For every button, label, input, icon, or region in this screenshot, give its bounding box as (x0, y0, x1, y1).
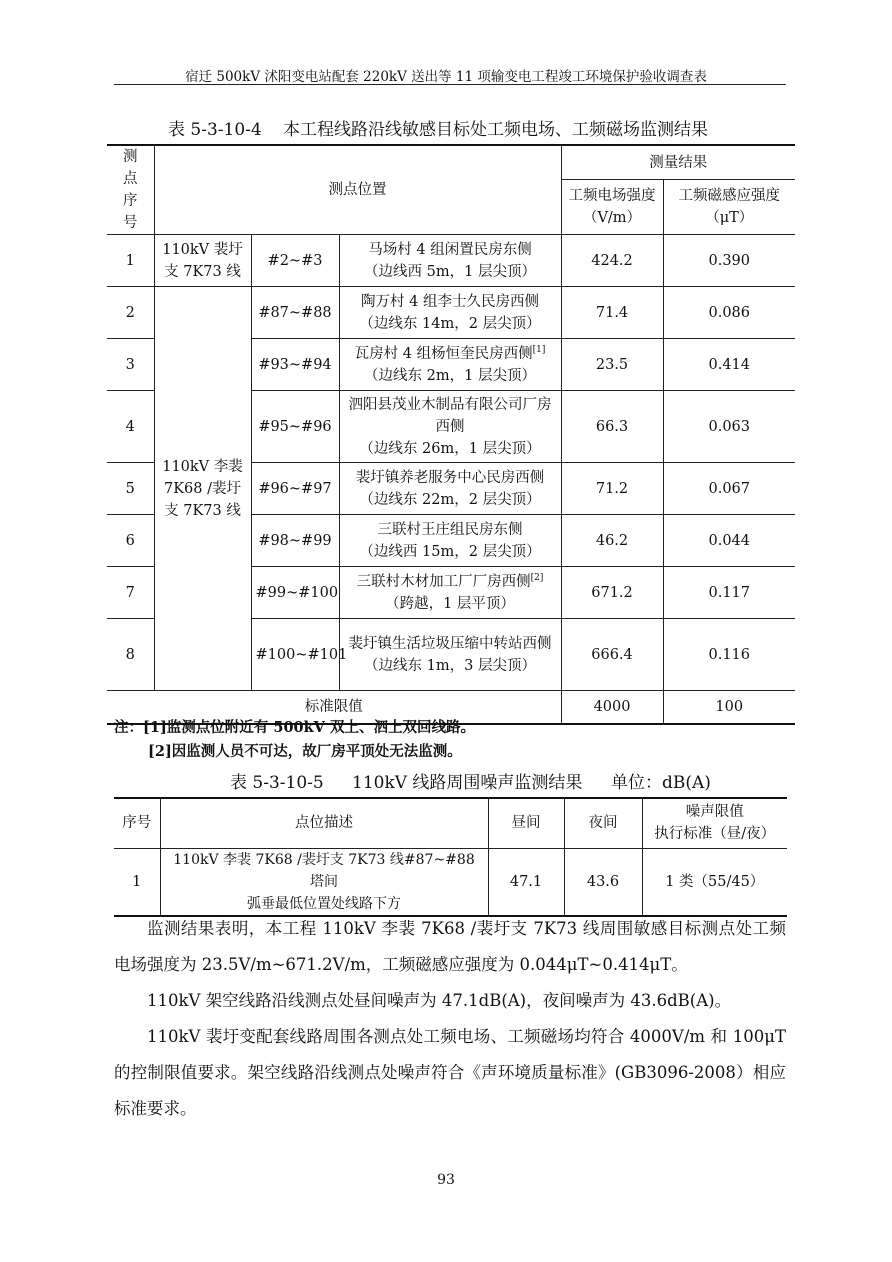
line-name: 110kV 裴圩支 7K73 线 (154, 235, 251, 287)
header-b-field: 工频磁感应强度 （μT） (663, 180, 795, 235)
header-desc: 点位描述 (160, 798, 488, 848)
table1-caption-number: 表 5-3-10-4 (168, 120, 262, 140)
header-e-field: 工频电场强度 （V/m） (561, 180, 663, 235)
table-row: 8 #100~#101 裴圩镇生活垃圾压缩中转站西侧 （边线东 1m，3 层尖顶） 666.4 0.116 (107, 619, 795, 691)
table-row: 6 #98~#99 三联村王庄组民房东侧 （边线西 15m，2 层尖顶） 46.2 0.044 (107, 515, 795, 567)
note-1: 注：[1]监测点位附近有 500kV 双上、泗上双回线路。 (114, 719, 475, 736)
table-row: 5 #96~#97 裴圩镇养老服务中心民房西侧 （边线东 22m，2 层尖顶） 71.2 0.067 (107, 463, 795, 515)
paragraph-3: 110kV 裴圩变配套线路周围各测点处工频电场、工频磁场均符合 4000V/m 和 100μT 的控制限值要求。架空线路沿线测点处噪声符合《声环境质量标准》(GB3096-2008）相应标准要求。 (114, 1027, 786, 1118)
line-name: 110kV 李裴 7K68 /裴圩支 7K73 线 (154, 287, 251, 691)
table-row: 7 #99~#100 三联村木材加工厂厂房西侧[2] （跨越，1 层平顶） 671.2 0.117 (107, 567, 795, 619)
table2-caption-title: 110kV 线路周围噪声监测结果 (352, 773, 583, 793)
page-header: 宿迁 500kV 沭阳变电站配套 220kV 送出等 11 项输变电工程竣工环境保护验收调查表 (185, 69, 707, 85)
header-result: 测量结果 (561, 145, 795, 180)
table2-caption-number: 表 5-3-10-5 (230, 773, 324, 793)
table-row: 2 110kV 李裴 7K68 /裴圩支 7K73 线 #87~#88 陶万村 4 组李士久民房西侧 （边线东 14m，2 层尖顶） 71.4 0.086 (107, 287, 795, 339)
header-rule (114, 84, 786, 85)
page-number: 93 (437, 1172, 455, 1188)
header-seq: 测点序号 (107, 145, 154, 235)
table-row: 4 #95~#96 泗阳县茂业木制品有限公司厂房西侧 （边线东 26m，1 层尖顶） 66.3 0.063 (107, 391, 795, 463)
footnote-ref: [2] (530, 572, 544, 583)
table-row: 3 #93~#94 瓦房村 4 组杨恒奎民房西侧[1] （边线东 2m，1 层尖顶） 23.5 0.414 (107, 339, 795, 391)
footnote-ref: [1] (532, 344, 546, 355)
emf-results-table (107, 144, 795, 725)
header-day: 昼间 (488, 798, 564, 848)
note-2: [2]因监测人员不可达，故厂房平顶处无法监测。 (148, 743, 462, 760)
header-seq: 序号 (114, 798, 160, 848)
paragraph-2: 110kV 架空线路沿线测点处昼间噪声为 47.1dB(A)，夜间噪声为 43.6dB(A)。 (147, 991, 732, 1010)
table-row: 1 110kV 裴圩支 7K73 线 #2~#3 马场村 4 组闲置民房东侧 （边线西 5m，1 层尖顶） 424.2 0.390 (107, 235, 795, 287)
table1-caption-title: 本工程线路沿线敏感目标处工频电场、工频磁场监测结果 (283, 120, 708, 140)
noise-results-table (114, 797, 787, 917)
table-row: 1 110kV 李裴 7K68 /裴圩支 7K73 线#87~#88 塔间 弧垂最低位置处线路下方 47.1 43.6 1 类（55/45） (114, 848, 787, 916)
header-location: 测点位置 (154, 145, 561, 235)
limit-row: 标准限值 4000 100 (107, 691, 795, 724)
paragraph-1: 监测结果表明，本工程 110kV 李裴 7K68 /裴圩支 7K73 线周围敏感目标测点处工频电场强度为 23.5V/m~671.2V/m，工频磁感应强度为 0.044μT~0.414μT。 (114, 919, 786, 974)
header-limit: 噪声限值 执行标准（昼/夜） (642, 798, 787, 848)
header-night: 夜间 (564, 798, 642, 848)
table2-caption-unit: 单位：dB(A) (611, 773, 711, 793)
